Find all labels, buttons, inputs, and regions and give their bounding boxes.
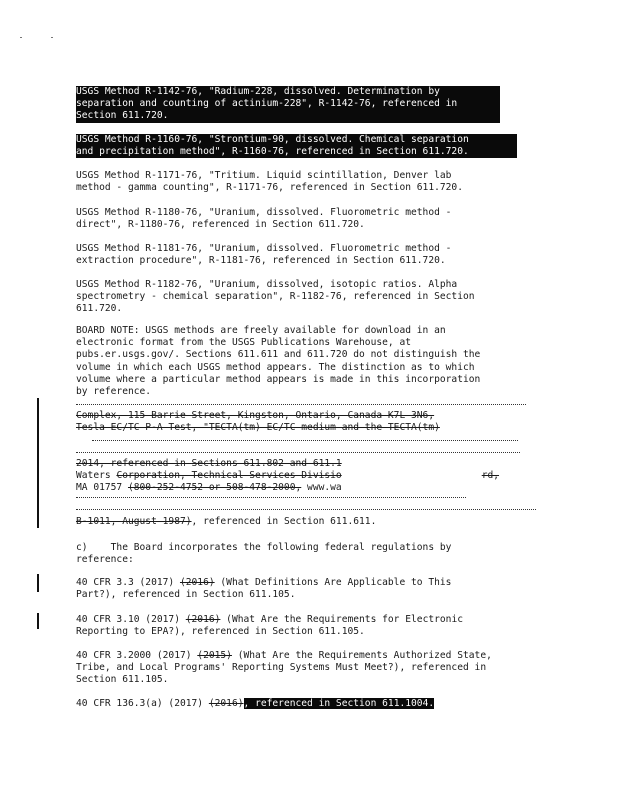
waters-address-line: MA 01757 (800-252-4752 or 508-478-2000, www.wa: [76, 482, 342, 493]
method-r1171: USGS Method R-1171-76, "Tritium. Liquid scintillation, Denver lab method - gamma counting", R-1171-76, referenced in Section 611.720.: [76, 170, 463, 194]
section-c-intro: c) The Board incorporates the following federal regulations by reference:: [76, 542, 452, 566]
scan-speck: [20, 37, 22, 38]
cfr-3-3: 40 CFR 3.3 (2017) (2016) (What Definitions Are Applicable to This Part?), referenced in Section 611.105.: [76, 577, 452, 601]
illegible-line: [76, 509, 536, 511]
method-r1182: USGS Method R-1182-76, "Uranium, dissolved, isotopic ratios. Alpha spectrometry - chemical separation", R-1182-76, referenced in Section 611.720.: [76, 279, 475, 315]
revision-bar: [37, 398, 39, 528]
highlight-block-r1142: USGS Method R-1142-76, "Radium-228, dissolved. Determination by separation and counting of actinium-228", R-1142-76, referenced in Section 611.720.: [76, 86, 500, 123]
illegible-line: [76, 404, 526, 406]
waters-line: Waters Corporation, Technical Services Divisio rd,: [76, 470, 500, 481]
scan-speck: [51, 37, 53, 38]
illegible-line: [76, 452, 520, 454]
cfr-3-2000: 40 CFR 3.2000 (2017) (2015) (What Are the Requirements Authorized State, Tribe, and Local Programs' Reporting Systems Must Meet?), referenced in Section 611.105.: [76, 650, 492, 686]
struck-address-line: Complex, 115 Barrie Street, Kingston, Ontario, Canada K7L 3N6,: [76, 410, 435, 421]
board-note: BOARD NOTE: USGS methods are freely available for download in an electronic format from the USGS Publications Warehouse, at pubs.er.usgs.gov/. Sections 611.611 and 611.720 do not distinguish the volume in which each USGS method appears. The distinction as to which volume where a particular method appears is made in this incorporation by reference.: [76, 325, 481, 398]
method-r1180: USGS Method R-1180-76, "Uranium, dissolved. Fluorometric method - direct", R-1180-76, referenced in Section 611.720.: [76, 207, 452, 231]
highlight-block-r1160: USGS Method R-1160-76, "Strontium-90, dissolved. Chemical separation and precipitation method", R-1160-76, referenced in Section 611.720.: [76, 134, 517, 158]
revision-bar: [37, 613, 39, 629]
struck-reference-line: 2014, referenced in Sections 611.802 and 611.1: [76, 458, 342, 469]
revision-bar: [37, 574, 39, 592]
struck-test-line: Tesla EC/TC P-A Test, "TECTA(tm) EC/TC medium and the TECTA(tm): [76, 422, 440, 433]
struck-date-line: B-1011, August 1987), referenced in Section 611.611.: [76, 516, 377, 527]
cfr-136-3: 40 CFR 136.3(a) (2017) (2016), referenced in Section 611.1004.: [76, 698, 435, 709]
method-r1181: USGS Method R-1181-76, "Uranium, dissolved. Fluorometric method - extraction procedure", R-1181-76, referenced in Section 611.720.: [76, 243, 452, 267]
illegible-line: [92, 440, 518, 442]
illegible-line: [76, 497, 466, 499]
cfr-3-10: 40 CFR 3.10 (2017) (2016) (What Are the Requirements for Electronic Reporting to EPA?), referenced in Section 611.105.: [76, 614, 463, 638]
